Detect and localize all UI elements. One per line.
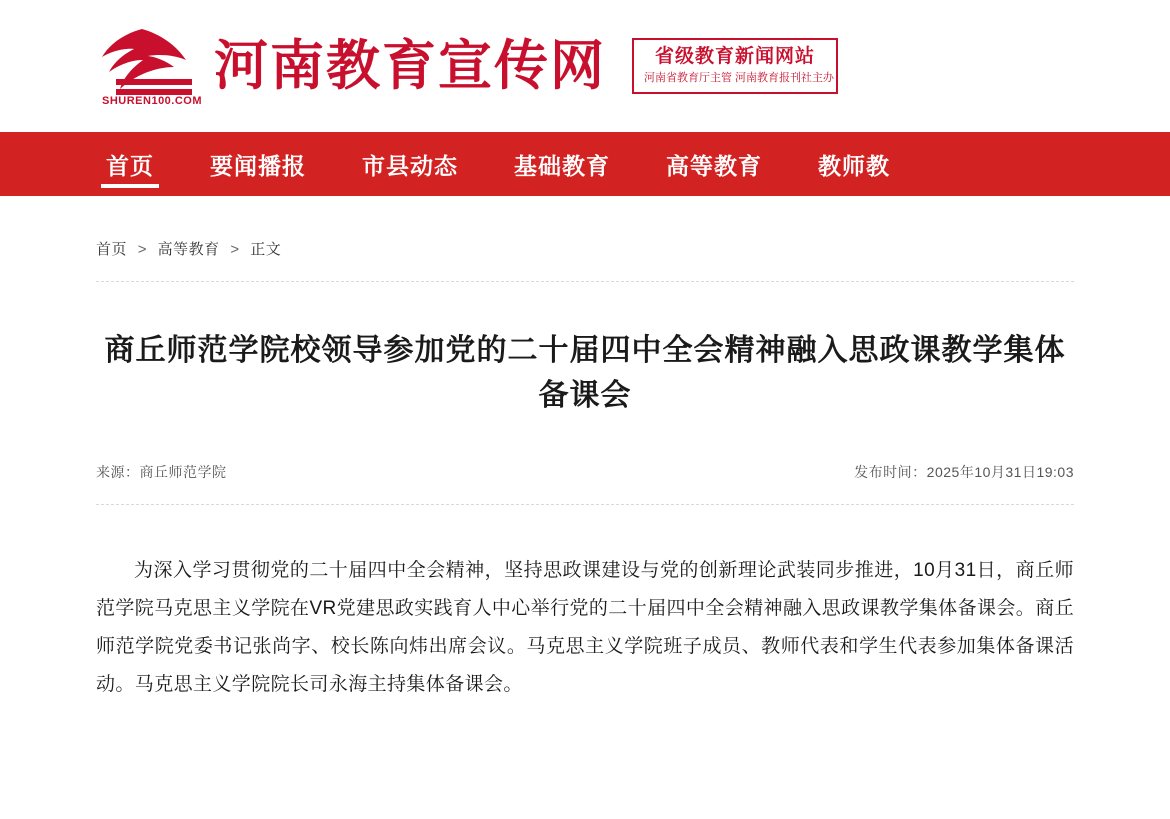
main-navigation: [0, 132, 1170, 196]
page-title: 商丘师范学院校领导参加党的二十届四中全会精神融入思政课教学集体备课会: [104, 334, 1066, 412]
article-time-label: 发布时间：: [854, 464, 927, 480]
article-time-value: 2025年10月31日19:03: [926, 464, 1074, 480]
site-logo[interactable]: [96, 27, 838, 105]
breadcrumb: [96, 196, 1074, 282]
badge-sub-text: 河南省教育厅主管 河南教育报刊社主办: [644, 72, 835, 84]
breadcrumb-section[interactable]: 高等教育: [157, 241, 220, 258]
breadcrumb-home[interactable]: 首页: [96, 241, 128, 258]
article-source: [96, 462, 227, 482]
site-title: 河南教育宣传网: [214, 34, 606, 97]
breadcrumb-separator-1: >: [137, 241, 147, 258]
article-publish-time: [854, 462, 1074, 482]
flame-logo-icon: [96, 27, 203, 107]
logo-domain-text: SHUREN100.COM: [102, 95, 203, 107]
breadcrumb-separator-2: >: [230, 241, 240, 258]
article-source-label: 来源：: [96, 464, 140, 480]
article-meta: [96, 418, 1074, 505]
nav-item-city-county[interactable]: 市县动态: [362, 152, 458, 179]
nav-item-home[interactable]: 首页: [78, 132, 182, 196]
article-paragraph: 为深入学习贯彻党的二十届四中全会精神，坚持思政课建设与党的创新理论武装同步推进，10月31日，商丘师范学院马克思主义学院在VR党建思政实践育人中心举行党的二十届四中全会精神融入思政课教学集体备课会。商丘师范学院党委书记张尚字、校长陈向炜出席会议。马克思主义学院班子成员、教师代表和学生代表参加集体备课活动。马克思主义学院院长司永海主持集体备课会。: [96, 560, 1074, 695]
nav-item-higher-education[interactable]: 高等教育: [666, 152, 762, 179]
nav-item-teacher-education[interactable]: 教师教: [818, 152, 890, 179]
site-header: [0, 0, 1170, 132]
badge-main-text: 省级教育新闻网站: [654, 46, 815, 68]
article-source-value: 商丘师范学院: [139, 464, 227, 480]
nav-item-basic-education[interactable]: 基础教育: [514, 152, 610, 179]
page-content: [0, 196, 1170, 704]
official-site-badge: [632, 38, 838, 94]
nav-item-news-broadcast[interactable]: 要闻播报: [210, 152, 306, 179]
breadcrumb-current: 正文: [250, 241, 282, 258]
